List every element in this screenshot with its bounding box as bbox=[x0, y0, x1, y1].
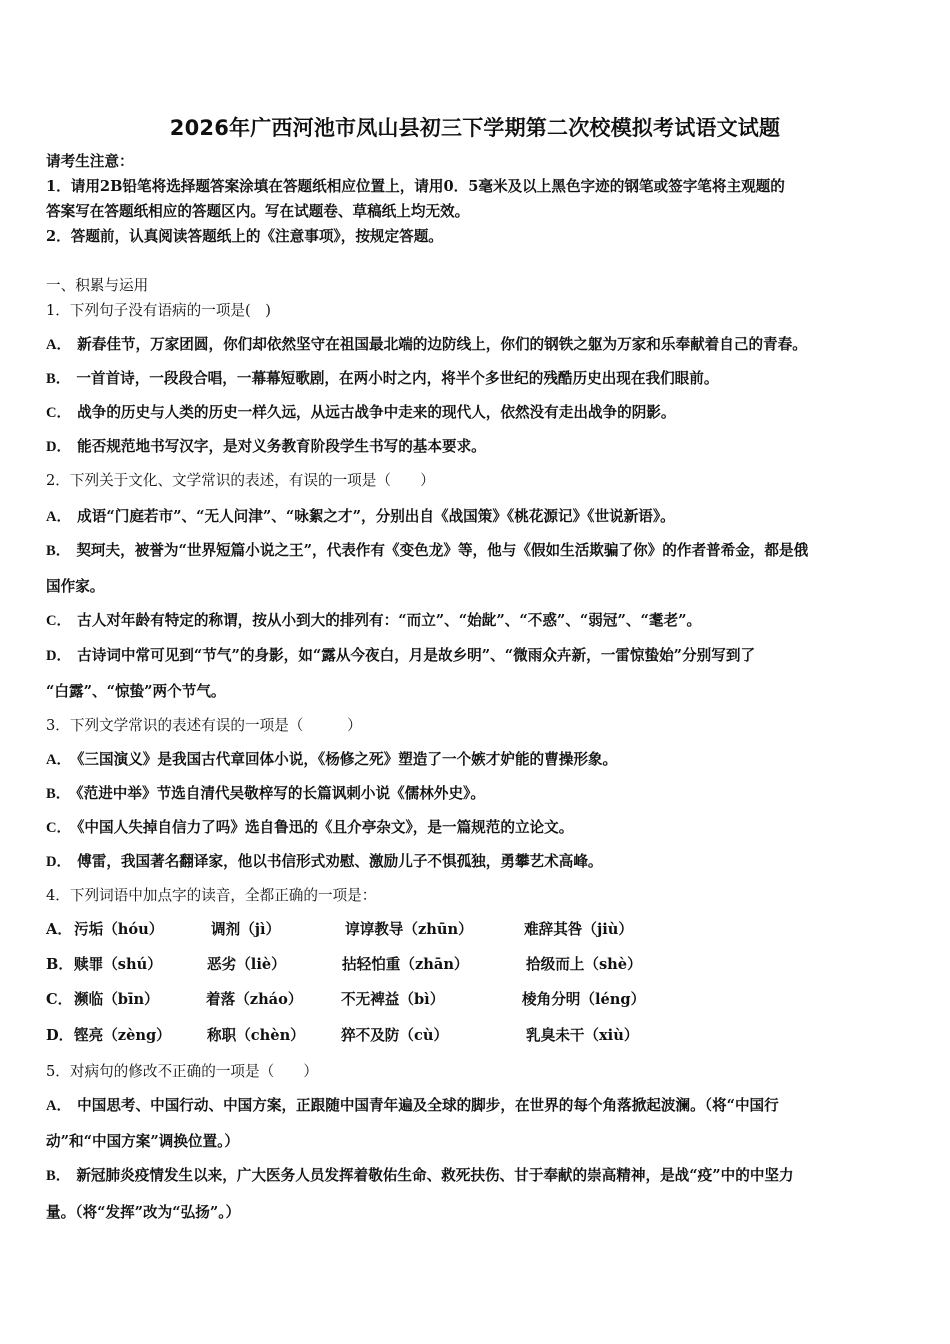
pinyin-item: 恶劣（liè） bbox=[207, 956, 286, 973]
option-label: A． bbox=[46, 752, 72, 768]
pinyin-item: 难辞其咎（jiù） bbox=[524, 921, 633, 938]
option-text: 古诗词中常可见到“节气”的身影，如“露从今夜白，月是故乡明”、“微雨众卉新，一雷惊蛰始”分别写到了 bbox=[77, 647, 756, 664]
option-label: C． bbox=[46, 820, 72, 836]
pinyin-item: 调剂（jì） bbox=[211, 921, 281, 938]
option-text: 契珂夫，被誉为“世界短篇小说之王”，代表作有《变色龙》等，他与《假如生活欺骗了你》的作者普希金，都是俄 bbox=[76, 542, 809, 559]
option-text: 傅雷，我国著名翻译家，他以书信形式劝慰、激励儿子不惧孤独，勇攀艺术高峰。 bbox=[77, 853, 603, 870]
option-label: A． bbox=[46, 921, 72, 938]
option-text: 中国思考、中国行动、中国方案，正跟随中国青年遍及全球的脚步，在世界的每个角落掀起波澜。（将“中国行 bbox=[77, 1097, 779, 1114]
option-label: B． bbox=[46, 956, 73, 973]
question-1-option-c bbox=[46, 403, 676, 423]
option-text: 成语“门庭若市”、“无人问津”、“咏絮之才”，分别出自《战国策》《桃花源记》《世说新语》。 bbox=[77, 508, 675, 525]
pinyin-item: 污垢（hóu） bbox=[74, 921, 164, 938]
question-5-option-a bbox=[46, 1096, 779, 1116]
option-text: 战争的历史与人类的历史一样久远，从远古战争中走来的现代人，依然没有走出战争的阴影。 bbox=[77, 404, 676, 421]
option-label: B． bbox=[46, 371, 71, 387]
pinyin-item: 拾级而上（shè） bbox=[526, 956, 642, 973]
pinyin-item: 棱角分明（léng） bbox=[522, 991, 646, 1008]
question-2-stem: 2．下列关于文化、文学常识的表述，有误的一项是（ ） bbox=[46, 472, 435, 489]
pinyin-item: 谆谆教导（zhūn） bbox=[345, 921, 473, 938]
notice-item-1-cont: 答案写在答题纸相应的答题区内。写在试题卷、草稿纸上均无效。 bbox=[46, 203, 470, 220]
option-label: D． bbox=[46, 854, 72, 870]
pinyin-item: 赎罪（shú） bbox=[74, 956, 162, 973]
question-3-option-d bbox=[46, 852, 603, 872]
question-3-option-c bbox=[46, 818, 573, 838]
section-heading: 一、积累与运用 bbox=[46, 277, 149, 294]
page-title: 2026年广西河池市凤山县初三下学期第二次校模拟考试语文试题 bbox=[169, 116, 781, 140]
question-5-option-a-cont: 动”和“中国方案”调换位置。） bbox=[46, 1133, 240, 1150]
notice-heading: 请考生注意： bbox=[46, 153, 134, 170]
question-2-option-c bbox=[46, 611, 701, 631]
option-label: C． bbox=[46, 405, 72, 421]
pinyin-item: 濒临（bīn） bbox=[74, 991, 159, 1008]
pinyin-item: 乳臭未干（xiù） bbox=[526, 1027, 639, 1044]
option-label: A． bbox=[46, 337, 72, 353]
question-5-option-b-cont: 量。（将“发挥”改为“弘扬”。） bbox=[46, 1204, 241, 1221]
option-text: 《范进中举》节选自清代吴敬梓写的长篇讽刺小说《儒林外史》。 bbox=[76, 785, 485, 802]
option-label: D． bbox=[46, 648, 72, 664]
question-2-option-b bbox=[46, 541, 808, 561]
option-text: 古人对年龄有特定的称谓，按从小到大的排列有：“而立”、“始龀”、“不惑”、“弱冠”、“耄老”。 bbox=[77, 612, 702, 629]
question-1-option-d bbox=[46, 437, 486, 457]
pinyin-item: 猝不及防（cù） bbox=[341, 1027, 449, 1044]
option-label: D． bbox=[46, 439, 72, 455]
notice-item-2: 2．答题前，认真阅读答题纸上的《注意事项》，按规定答题。 bbox=[46, 228, 443, 245]
question-2-option-d-cont: “白露”、“惊蛰”两个节气。 bbox=[46, 683, 226, 700]
question-3-stem: 3．下列文学常识的表述有误的一项是（ ） bbox=[46, 717, 362, 734]
option-label: C． bbox=[46, 613, 72, 629]
question-5-option-b bbox=[46, 1166, 794, 1186]
question-2-option-b-cont: 国作家。 bbox=[46, 578, 105, 595]
option-text: 《三国演义》是我国古代章回体小说，《杨修之死》塑造了一个嫉才妒能的曹操形象。 bbox=[77, 751, 618, 768]
notice-item-1: 1．请用2B铅笔将选择题答案涂填在答题纸相应位置上，请用0．5毫米及以上黑色字迹的钢笔或签字笔将主观题的 bbox=[46, 178, 785, 195]
question-5-stem: 5．对病句的修改不正确的一项是（ ） bbox=[46, 1063, 318, 1080]
option-text: 一首首诗，一段段合唱，一幕幕短歌剧，在两小时之内，将半个多世纪的残酷历史出现在我们眼前。 bbox=[76, 370, 719, 387]
option-label: A． bbox=[46, 1098, 72, 1114]
option-text: 《中国人失掉自信力了吗》选自鲁迅的《且介亭杂文》，是一篇规范的立论文。 bbox=[77, 819, 574, 836]
option-text: 能否规范地书写汉字，是对义务教育阶段学生书写的基本要求。 bbox=[77, 438, 486, 455]
question-2-option-a bbox=[46, 507, 675, 527]
question-1-stem: 1．下列句子没有语病的一项是( ) bbox=[46, 302, 271, 319]
option-label: A． bbox=[46, 509, 72, 525]
pinyin-item: 称职（chèn） bbox=[207, 1027, 305, 1044]
question-1-option-a bbox=[46, 335, 807, 355]
option-text: 新冠肺炎疫情发生以来，广大医务人员发挥着敬佑生命、救死扶伤、甘于奉献的崇高精神，是战“疫”中的中坚力 bbox=[76, 1167, 794, 1184]
pinyin-item: 铿亮（zèng） bbox=[74, 1027, 171, 1044]
question-3-option-b bbox=[46, 784, 485, 804]
question-2-option-d bbox=[46, 646, 755, 666]
option-label: C． bbox=[46, 991, 73, 1008]
option-label: B． bbox=[46, 786, 71, 802]
question-1-option-b bbox=[46, 369, 718, 389]
option-label: D． bbox=[46, 1027, 74, 1044]
question-4-stem: 4．下列词语中加点字的读音，全都正确的一项是： bbox=[46, 887, 377, 904]
option-label: B． bbox=[46, 543, 71, 559]
pinyin-item: 拈轻怕重（zhān） bbox=[342, 956, 469, 973]
question-3-option-a bbox=[46, 750, 617, 770]
option-text: 新春佳节，万家团圆，你们却依然坚守在祖国最北端的边防线上，你们的钢铁之躯为万家和乐奉献着自己的青春。 bbox=[77, 336, 807, 353]
option-label: B． bbox=[46, 1168, 71, 1184]
pinyin-item: 不无裨益（bì） bbox=[341, 991, 445, 1008]
pinyin-item: 着落（zháo） bbox=[206, 991, 303, 1008]
